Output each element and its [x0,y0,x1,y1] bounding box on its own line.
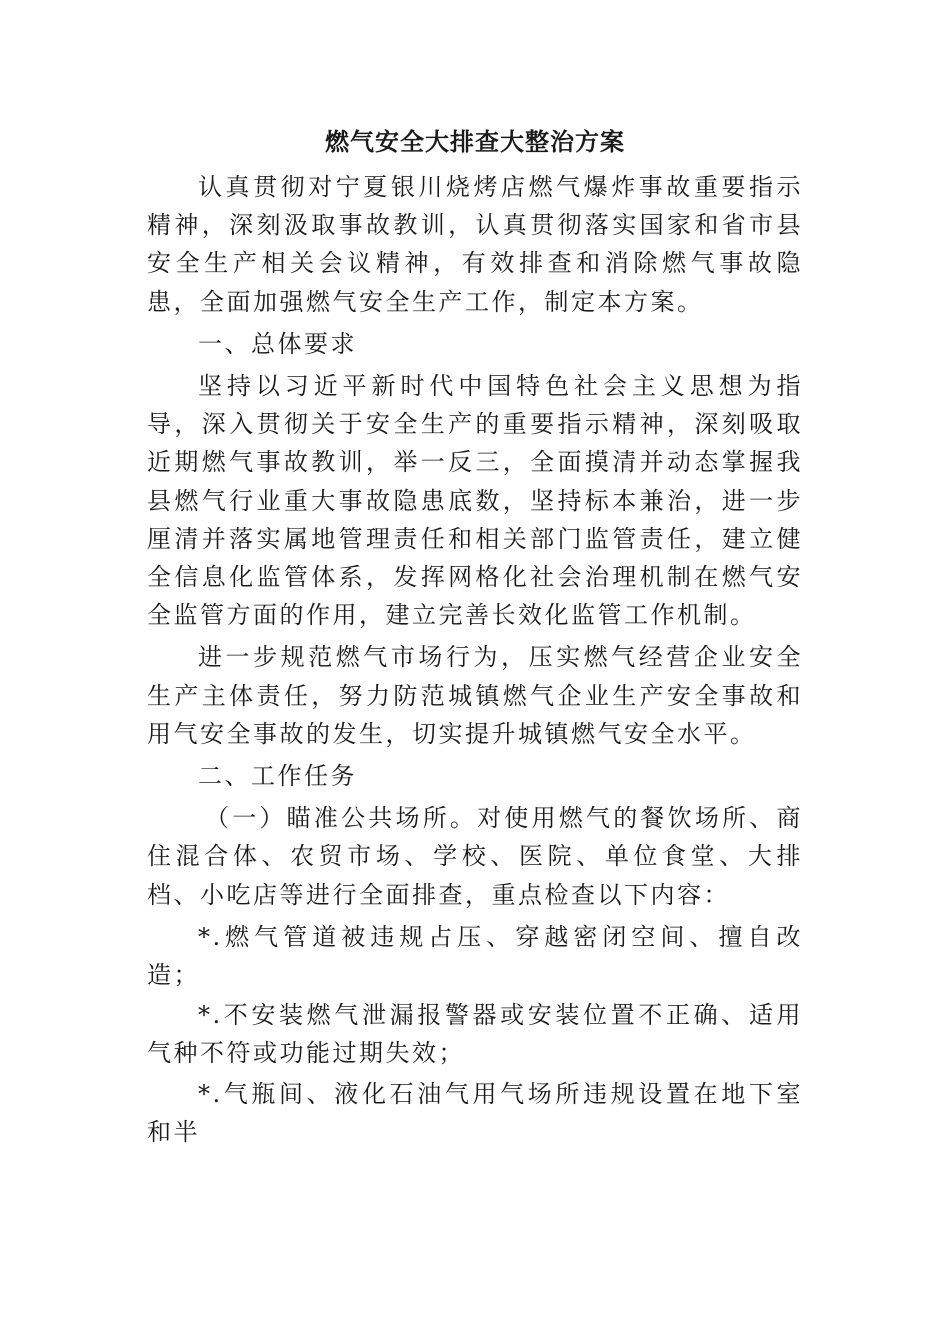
public-places-paragraph: （一）瞄准公共场所。对使用燃气的餐饮场所、商住混合体、农贸市场、学校、医院、单位食堂、大排档、小吃店等进行全面排查，重点检查以下内容： [147,804,803,909]
list-item: *.气瓶间、液化石油气用气场所违规设置在地下室和半 [147,1079,803,1146]
section-heading-work-tasks: 二、工作任务 [198,762,357,791]
list-item: *.燃气管道被违规占压、穿越密闭空间、擅自改造； [147,922,803,990]
general-requirements-paragraph: 坚持以习近平新时代中国特色社会主义思想为指导，深入贯彻关于安全生产的重要指示精神，深刻吸取近期燃气事故教训，举一反三，全面摸清并动态掌握我县燃气行业重大事故隐患底数，坚持标本兼治，进一步厘清并落实属地管理责任和相关部门监管责任，建立健全信息化监管体系，发挥网格化社会治理机制在燃气安全监管方面的作用，建立完善长效化监管工作机制。 [147,372,803,630]
document-title: 燃气安全大排查大整治方案 [325,128,625,156]
intro-paragraph: 认真贯彻对宁夏银川烧烤店燃气爆炸事故重要指示精神，深刻汲取事故教训，认真贯彻落实国家和省市县安全生产相关会议精神，有效排查和消除燃气事故隐患，全面加强燃气安全生产工作，制定本方案。 [147,173,803,316]
section-heading-general-requirements: 一、总体要求 [198,329,357,358]
document-body [147,168,803,1151]
list-item: *.不安装燃气泄漏报警器或安装位置不正确、适用气种不符或功能过期失效； [147,1001,803,1068]
market-regulation-paragraph: 进一步规范燃气市场行为，压实燃气经营企业安全生产主体责任，努力防范城镇燃气企业生产安全事故和用气安全事故的发生，切实提升城镇燃气安全水平。 [147,643,803,748]
